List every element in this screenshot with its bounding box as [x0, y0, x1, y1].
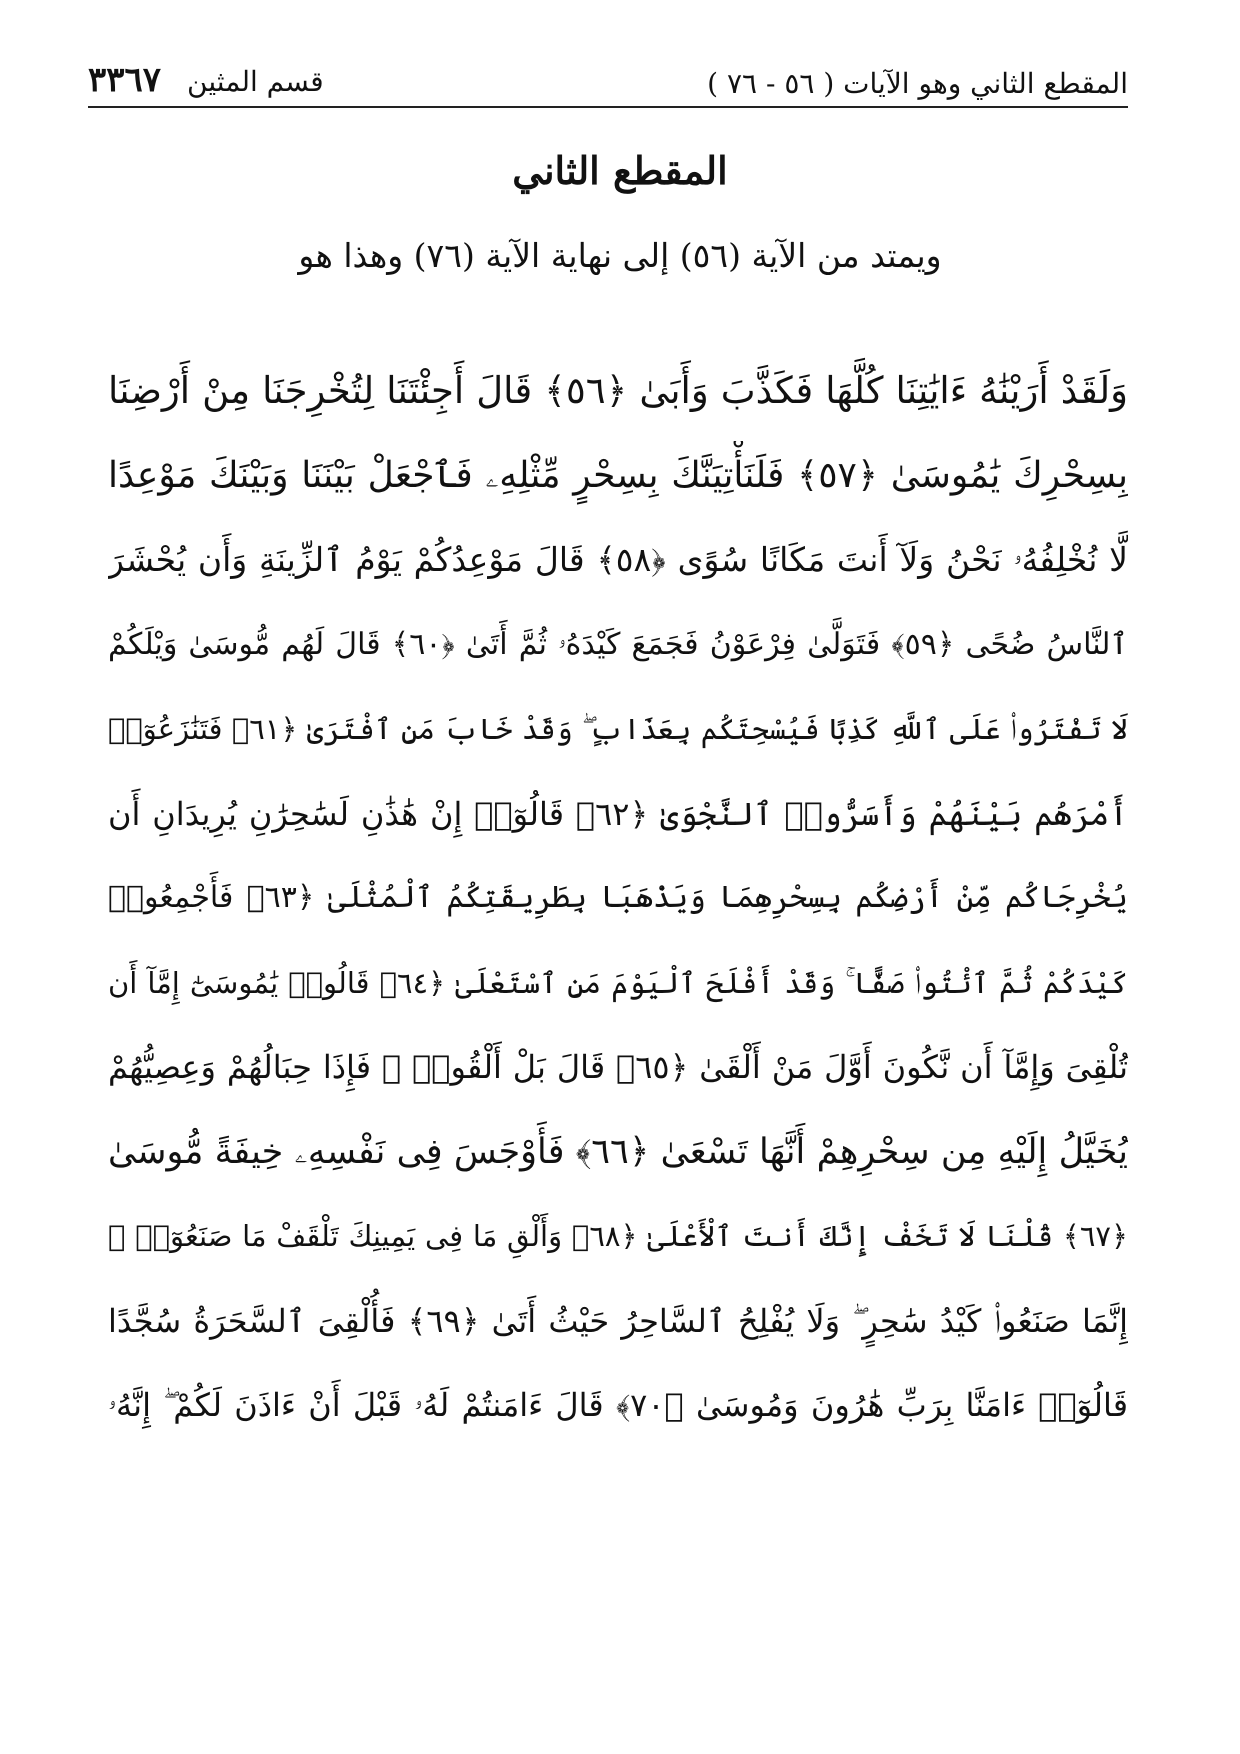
running-header [88, 52, 1128, 108]
verse-line: أَمْرَهُم بَيْنَهُمْ وَأَسَرُّوا۟ ٱلنَّجْوَىٰ ﴿٦٢﴾ قَالُوٓا۟ إِنْ هَٰذَٰنِ لَسَٰحِرَٰنِ يُرِيدَانِ أَن [108, 794, 1128, 833]
page-number: ٣٣٦٧ [88, 60, 162, 100]
header-part-and-page [88, 60, 324, 100]
header-title: المقطع الثاني وهو الآيات ( ٥٦ - ٧٦ ) [707, 67, 1128, 100]
verse-line: بِسِحْرِكَ يَٰمُوسَىٰ ﴿٥٧﴾ فَلَنَأْتِيَنَّكَ بِسِحْرٍ مِّثْلِهِۦ فَٱجْعَلْ بَيْنَنَا وَبَيْنَكَ مَوْعِدًا [108, 454, 1128, 496]
verse-line: يُخْرِجَاكُم مِّنْ أَرْضِكُم بِسِحْرِهِمَا وَيَذْهَبَا بِطَرِيقَتِكُمُ ٱلْمُثْلَىٰ ﴿٦٣﴾ فَأَجْمِعُوا۟ [108, 880, 1128, 915]
verse-line: ٱلنَّاسُ ضُحًى ﴿٥٩﴾ فَتَوَلَّىٰ فِرْعَوْنُ فَجَمَعَ كَيْدَهُۥ ثُمَّ أَتَىٰ ﴿٦٠﴾ قَالَ لَهُم مُّوسَىٰ وَيْلَكُمْ [108, 626, 1128, 662]
verse-line: إِنَّمَا صَنَعُوا۟ كَيْدُ سَٰحِرٍ ۖ وَلَا يُفْلِحُ ٱلسَّاحِرُ حَيْثُ أَتَىٰ ﴿٦٩﴾ فَأُلْقِىَ ٱلسَّحَرَةُ سُجَّدًا [108, 1301, 1128, 1340]
section-intro: ويمتد من الآية (٥٦) إلى نهاية الآية (٧٦) وهذا هو [298, 236, 942, 275]
verse-line: قَالُوٓا۟ ءَامَنَّا بِرَبِّ هَٰرُونَ وَمُوسَىٰ ﴿٧٠﴾ قَالَ ءَامَنتُمْ لَهُۥ قَبْلَ أَنْ ءَاذَنَ لَكُمْ ۖ إِنَّهُۥ [108, 1386, 1128, 1424]
quran-verses [108, 356, 1128, 1455]
verse-line: لَّا نُخْلِفُهُۥ نَحْنُ وَلَآ أَنتَ مَكَانًا سُوًى ﴿٥٨﴾ قَالَ مَوْعِدُكُمْ يَوْمُ ٱلزِّينَةِ وَأَن يُحْشَرَ [108, 540, 1128, 579]
verse-line: كَيْدَكُمْ ثُمَّ ٱئْتُوا۟ صَفًّا ۚ وَقَدْ أَفْلَحَ ٱلْيَوْمَ مَنِ ٱسْتَعْلَىٰ ﴿٦٤﴾ قَالُوا۟ يَٰمُوسَىٰٓ إِمَّآ أَن [108, 965, 1128, 1000]
section-title: المقطع الثاني [512, 148, 728, 193]
verse-line: تُلْقِىَ وَإِمَّآ أَن نَّكُونَ أَوَّلَ مَنْ أَلْقَىٰ ﴿٦٥﴾ قَالَ بَلْ أَلْقُوا۟ ۖ فَإِذَا حِبَالُهُمْ وَعِصِيُّهُمْ [108, 1048, 1128, 1086]
verse-line: لَا تَفْتَرُوا۟ عَلَى ٱللَّهِ كَذِبًا فَيُسْحِتَكُم بِعَذَابٍ ۖ وَقَدْ خَابَ مَنِ ٱفْتَرَىٰ ﴿٦١﴾ فَتَنَٰزَعُوٓا۟ [108, 712, 1128, 746]
verse-line: وَلَقَدْ أَرَيْنَٰهُ ءَايَٰتِنَا كُلَّهَا فَكَذَّبَ وَأَبَىٰ ﴿٥٦﴾ قَالَ أَجِئْتَنَا لِتُخْرِجَنَا مِنْ أَرْضِنَا [108, 369, 1128, 412]
header-part: قسم المثين [187, 65, 324, 98]
verse-line: يُخَيَّلُ إِلَيْهِ مِن سِحْرِهِمْ أَنَّهَا تَسْعَىٰ ﴿٦٦﴾ فَأَوْجَسَ فِى نَفْسِهِۦ خِيفَةً مُّوسَىٰ [108, 1131, 1128, 1172]
verse-line: ﴿٦٧﴾ قُلْنَا لَا تَخَفْ إِنَّكَ أَنتَ ٱلْأَعْلَىٰ ﴿٦٨﴾ وَأَلْقِ مَا فِى يَمِينِكَ تَلْقَفْ مَا صَنَعُوٓا۟ ۖ [108, 1219, 1128, 1253]
